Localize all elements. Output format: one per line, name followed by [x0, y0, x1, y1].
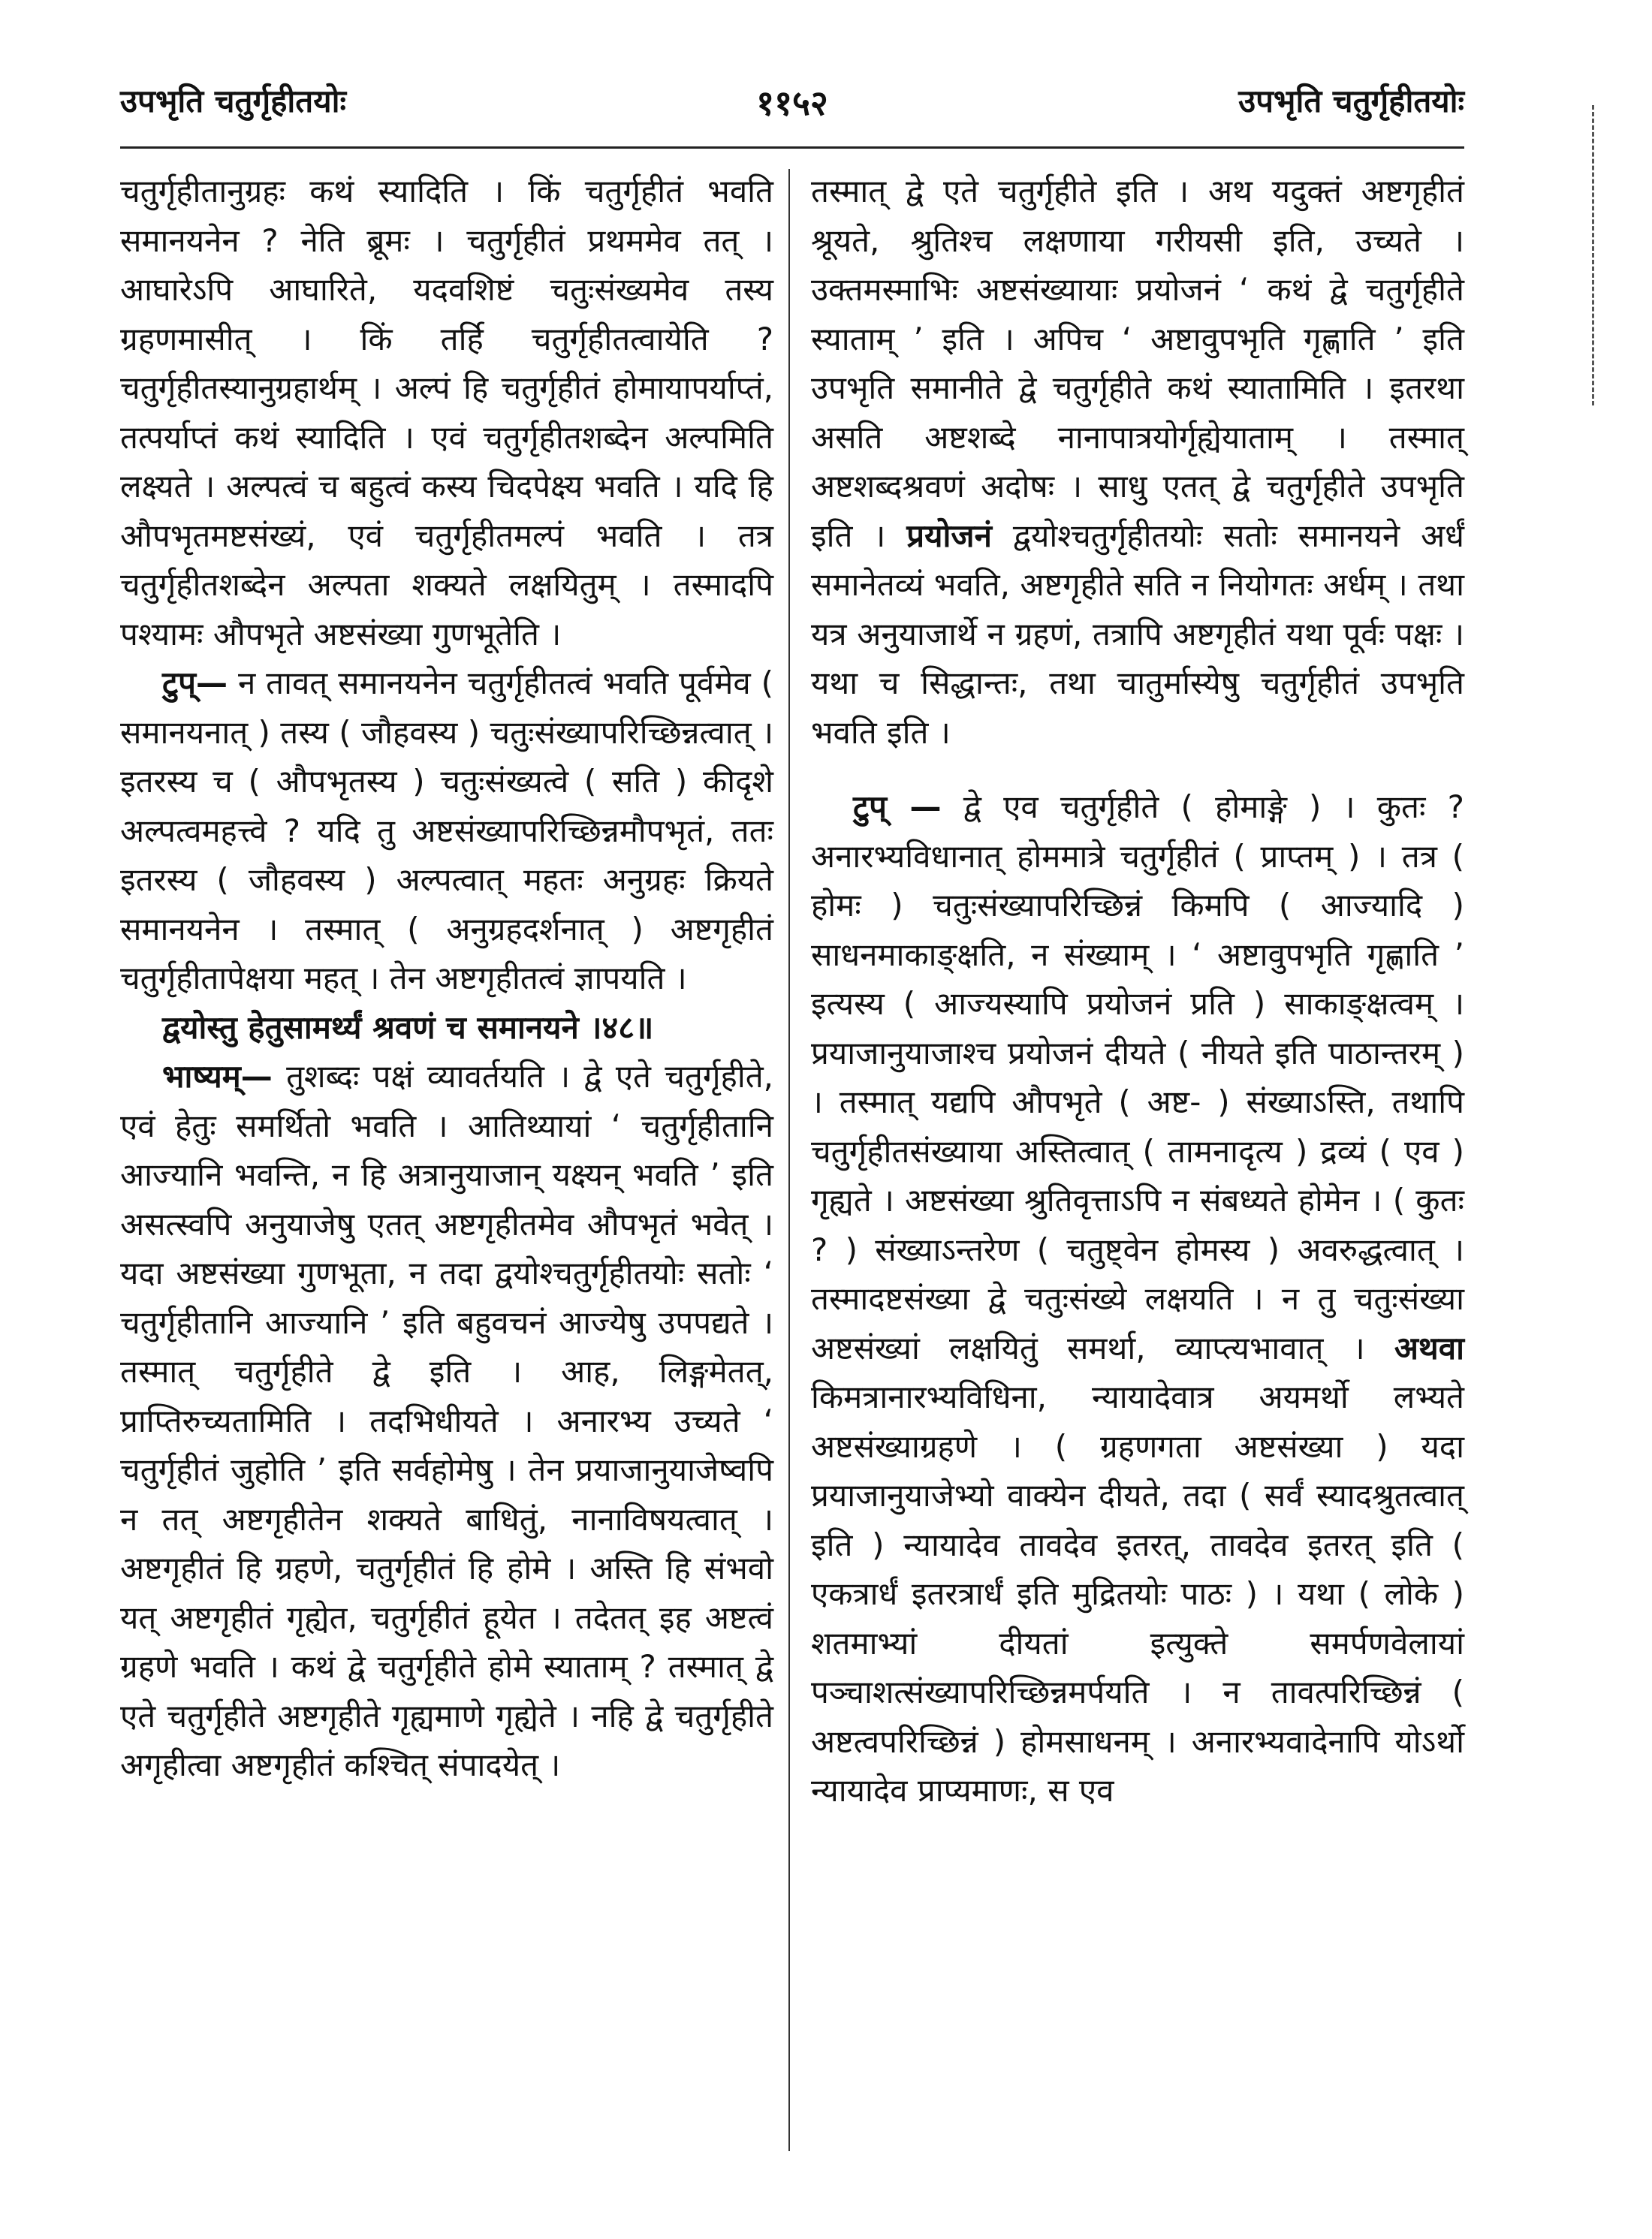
header-rule	[120, 146, 1464, 149]
left-paragraph-1: चतुर्गृहीतानुग्रहः कथं स्यादिति । किं चतुर्गृहीतं भवति समानयनेन ? नेति ब्रूमः । चतुर्गृहीतं प्रथममेव तत् । आघारेऽपि आघारिते, यदवशिष्टं चतुःसंख्यमेव तस्य ग्रहणमासीत् । किं तर्हि चतुर्गृहीतत्वायेति ? चतुर्गृहीतस्यानुग्रहार्थम् । अल्पं हि चतुर्गृहीतं होमायापर्याप्तं, तत्पर्याप्तं कथं स्यादिति । एवं चतुर्गृहीतशब्देन अल्पमिति लक्ष्यते । अल्पत्वं च बहुत्वं कस्य चिदपेक्ष्य भवति । यदि हि औपभृतमष्टसंख्यं, एवं चतुर्गृहीतमल्पं भवति । तत्र चतुर्गृहीतशब्देन अल्पता शक्यते लक्षयितुम् । तस्मादपि पश्यामः औपभृते अष्टसंख्या गुणभूतेति ।	[120, 173, 773, 652]
page-number: ११५२	[756, 83, 828, 123]
column-divider	[788, 169, 790, 2151]
right-p1-cont: द्वयोश्चतुर्गृहीतयोः सतोः समानयने अर्धं समानेतव्यं भवति, अष्टगृहीते सति न नियोगतः अर्धम् । तथा यत्र अनुयाजार्थे न ग्रहणं, तत्रापि अष्टगृहीतं यथा पूर्वः पक्षः । यथा च सिद्धान्तः, तथा चातुर्मास्येषु चतुर्गृहीतं उपभृति भवति इति ।	[811, 517, 1464, 751]
tup-commentary: न तावत् समानयनेन चतुर्गृहीतत्वं भवति पूर्वमेव ( समानयनात् ) तस्य ( जौहवस्य ) चतुःसंख्यापरिच्छिन्नत्वात् । इतरस्य च ( औपभृतस्य ) चतुःसंख्यत्वे ( सति ) कीदृशे अल्पत्वमहत्त्वे ? यदि तु अष्टसंख्यापरिच्छिन्नमौपभृतं, ततः इतरस्य ( जौहवस्य ) अल्पत्वात् महतः अनुग्रहः क्रियते समानयनेन । तस्मात् ( अनुग्रहदर्शनात् ) अष्टगृहीतं चतुर्गृहीतापेक्षया महत् । तेन अष्टगृहीतत्वं ज्ञापयति ।	[120, 664, 773, 996]
tup-label: टुप्—	[162, 664, 228, 701]
bhashya-text: तुशब्दः पक्षं व्यावर्तयति । द्वे एते चतुर्गृहीते, एवं हेतुः समर्थितो भवति । आतिथ्यायां ‘ चतुर्गृहीतानि आज्यानि भवन्ति, न हि अत्रानुयाजान् यक्ष्यन् भवति ’ इति असत्स्वपि अनुयाजेषु एतत् अष्टगृहीतमेव औपभृतं भवेत् । यदा अष्टसंख्या गुणभूता, न तदा द्वयोश्चतुर्गृहीतयोः सतोः ‘ चतुर्गृहीतानि आज्यानि ’ इति बहुवचनं आज्येषु उपपद्यते । तस्मात् चतुर्गृहीते द्वे इति । आह, लिङ्गमेतत्, प्राप्तिरुच्यतामिति । तदभिधीयते । अनारभ्य उच्यते ‘ चतुर्गृहीतं जुहोति ’ इति सर्वहोमेषु । तेन प्रयाजानुयाजेष्वपि न तत् अष्टगृहीतेन शक्यते बाधितुं, नानाविषयत्वात् । अष्टगृहीतं हि ग्रहणे, चतुर्गृहीतं हि होमे । अस्ति हि संभवो यत् अष्टगृहीतं गृह्येत, चतुर्गृहीतं हूयेत । तदेतत् इह अष्टत्वं ग्रहणे भवति । कथं द्वे चतुर्गृहीते होमे स्याताम् ? तस्मात् द्वे एते चतुर्गृहीते अष्टगृहीते गृह्यमाणे गृह्येते । नहि द्वे चतुर्गृहीते अगृहीत्वा अष्टगृहीतं कश्चित् संपादयेत् ।	[120, 1058, 773, 1783]
prayojanam-bold: प्रयोजनं	[906, 517, 992, 554]
right-p1-text: तस्मात् द्वे एते चतुर्गृहीते इति । अथ यदुक्तं अष्टगृहीतं श्रूयते, श्रुतिश्च लक्षणाया गरीयसी इति, उच्यते । उक्तमस्माभिः अष्टसंख्यायाः प्रयोजनं ‘ कथं द्वे चतुर्गृहीते स्याताम् ’ इति । अपिच ‘ अष्टावुपभृति गृह्णाति ’ इति उपभृति समानीते द्वे चतुर्गृहीते कथं स्यातामिति । इतरथा असति अष्टशब्दे नानापात्रयोर्गृह्येयाताम् । तस्मात् अष्टशब्दश्रवणं अदोषः । साधु एतत् द्वे चतुर्गृहीते उपभृति इति ।	[811, 173, 1464, 554]
right-p2-cont: किमत्रानारभ्यविधिना, न्यायादेवात्र अयमर्थो लभ्यते अष्टसंख्याग्रहणे । ( ग्रहणगता अष्टसंख्या ) यदा प्रयाजानुयाजेभ्यो वाक्येन दीयते, तदा ( सर्वं स्यादश्रुतत्वात् इति ) न्यायादेव तावदेव इतरत्, तावदेव इतरत् इति ( एकत्रार्धं इतरत्रार्धं इति मुद्रितयोः पाठः ) । यथा ( लोके ) शतमाभ्यां दीयतां इत्युक्ते समर्पणवेलायां पञ्चाशत्संख्यापरिच्छिन्नमर्पयति । न तावत्परिच्छिन्नं ( अष्टत्वपरिच्छिन्नं ) होमसाधनम् । अनारभ्यवादेनापि योऽर्थो न्यायादेव प्राप्यमाणः, स एव	[811, 1379, 1464, 1809]
paragraph-gap	[811, 757, 1464, 782]
sutra-verse: द्वयोस्तु हेतुसामर्थ्यं श्रवणं च समानयने ।४८॥	[162, 1008, 654, 1046]
right-p2-text: द्वे एव चतुर्गृहीते ( होमाङ्गे ) । कुतः ? अनारभ्यविधानात् होममात्रे चतुर्गृहीतं ( प्राप्तम् ) । तत्र ( होमः ) चतुःसंख्यापरिच्छिन्नं किमपि ( आज्यादि ) साधनमाकाङ्क्षति, न संख्याम् । ‘ अष्टावुपभृति गृह्णाति ’ इत्यस्य ( आज्यस्यापि प्रयोजनं प्रति ) साकाङ्क्षत्वम् । प्रयाजानुयाजाश्च प्रयोजनं दीयते ( नीयते इति पाठान्तरम् ) । तस्मात् यद्यपि औपभृते ( अष्ट- ) संख्याऽस्ति, तथापि चतुर्गृहीतसंख्याया अस्तित्वात् ( तामनादृत्य ) द्रव्यं ( एव ) गृह्यते । अष्टसंख्या श्रुतिवृत्ताऽपि न संबध्यते होमेन । ( कुतः ? ) संख्याऽन्तरेण ( चतुष्ट्वेन होमस्य ) अवरुद्धत्वात् । तस्मादष्टसंख्या द्वे चतुःसंख्ये लक्षयति । न तु चतुःसंख्या अष्टसंख्यां लक्षयितुं समर्था, व्याप्त्यभावात् ।	[811, 788, 1464, 1367]
bhashya-label: भाष्यम्—	[162, 1058, 273, 1095]
header-left-title: उपभृति चतुर्गृहीतयोः	[120, 83, 346, 119]
left-paragraph-3	[120, 1052, 773, 1790]
header-right-title: उपभृति चतुर्गृहीतयोः	[1238, 83, 1464, 119]
binding-edge-mark	[1592, 105, 1594, 405]
right-paragraph-2	[811, 782, 1464, 1816]
tup-label-right: टुप् —	[853, 788, 942, 825]
athava-bold: अथवा	[1394, 1329, 1464, 1367]
left-paragraph-2	[120, 658, 773, 1003]
running-header	[120, 79, 1464, 131]
left-column	[120, 167, 773, 1790]
right-paragraph-1	[811, 167, 1464, 757]
right-column	[811, 167, 1464, 1816]
